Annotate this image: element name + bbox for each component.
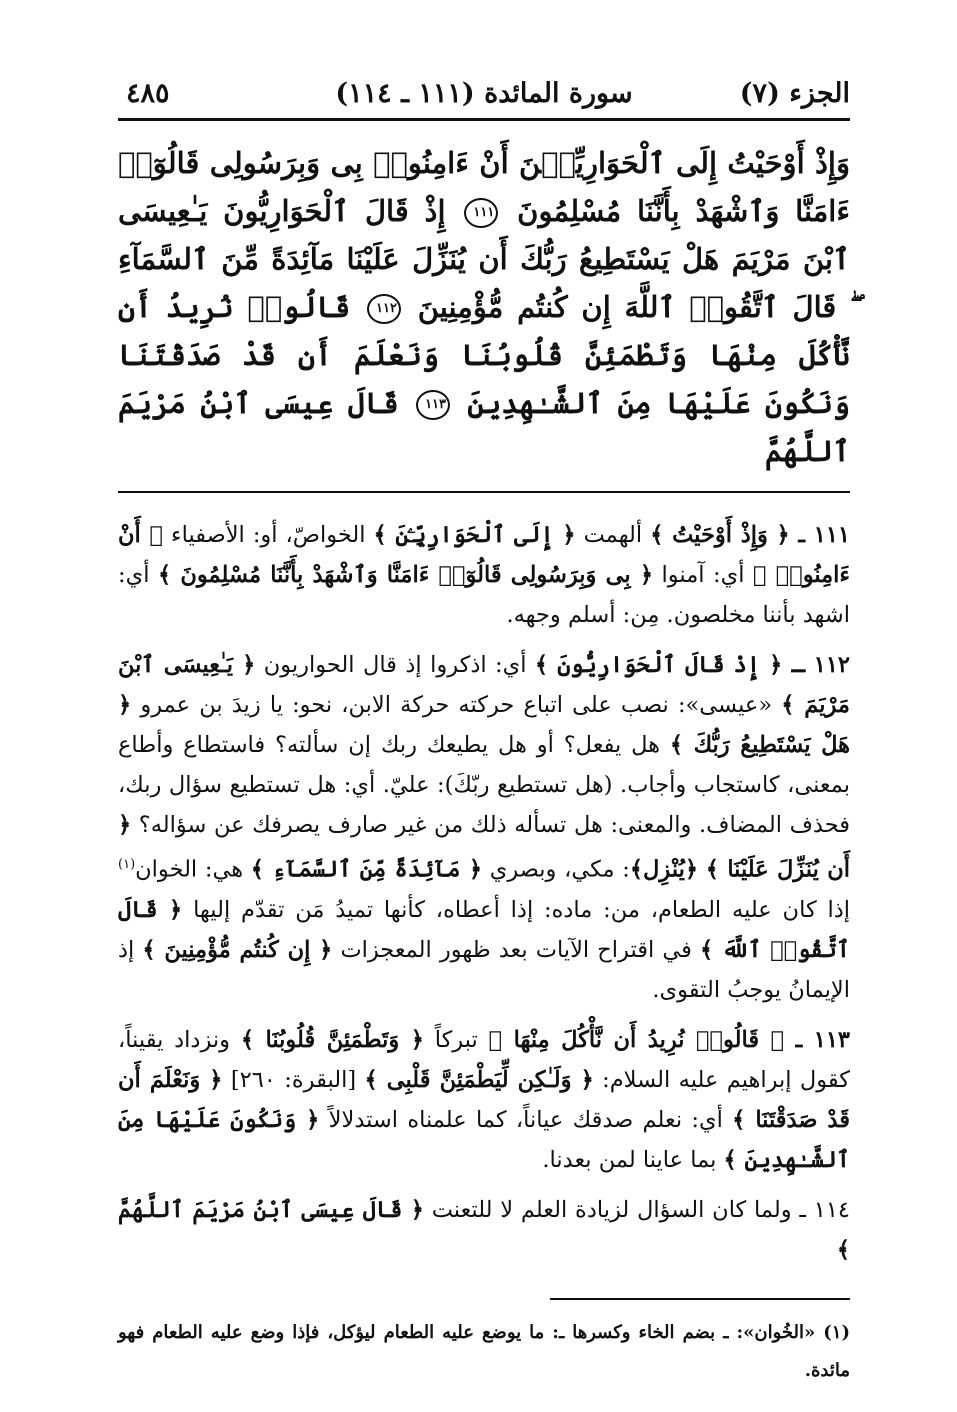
gloss: الخواصّ، أو: الأصفياء bbox=[162, 522, 374, 548]
quote: ﴿ يَـٰعِيسَى ٱبْنَ مَرْيَمَ ﴾ bbox=[118, 652, 850, 718]
quote: ١١٢ ـ ﴿ إِذْ قَالَ ٱلْحَوَارِيُّونَ ﴾ bbox=[534, 652, 851, 678]
quote: ١١٣ ـ ﴿ قَالُوا۟ نُرِيدُ أَن نَّأْكُلَ مِنْهَا ﴾ bbox=[488, 1026, 850, 1053]
verse-text: إِذْ قَالَ ٱلْحَوَارِيُّونَ يَـٰعِيسَى ٱبْنَ مَرْيَمَ هَلْ يَسْتَطِيعُ رَبُّكَ أَن يُنَزِّلَ عَلَيْنَا مَآئِدَةً مِّنَ ٱلسَّمَآءِ ۖ قَالَ ٱتَّقُوا۟ ٱللَّهَ إِن كُنتُم مُّؤْمِنِينَ bbox=[118, 194, 851, 324]
quote: ١١١ ـ ﴿ وَإِذْ أَوْحَيْتُ ﴾ bbox=[650, 522, 850, 548]
gloss: ألهمت bbox=[575, 522, 651, 548]
gloss: [البقرة: ٢٦٠] bbox=[222, 1066, 365, 1093]
verse-text: وَإِذْ أَوْحَيْتُ إِلَى ٱلْحَوَارِيِّـۧنَ أَنْ ءَامِنُوا۟ بِى وَبِرَسُولِى قَالُوٓا۟ ءَامَنَّا وَٱشْهَدْ بِأَنَّنَا مُسْلِمُونَ bbox=[118, 146, 850, 228]
quote: ﴿ هَلْ يَسْتَطِيعُ رَبُّكَ ﴾ bbox=[118, 692, 850, 758]
tafsir-commentary bbox=[118, 515, 850, 1270]
commentary-paragraph-112 bbox=[118, 645, 850, 1010]
gloss: هي: الخوان bbox=[135, 856, 251, 883]
footnote-text: (١) «الخُوان»: ـ بضم الخاء وكسرها ـ: ما يوضع عليه الطعام ليؤكل، فإذا وضع عليه الطعام فهو مائدة. bbox=[118, 1321, 850, 1381]
quote: ﴿ وَتَطْمَئِنَّ قُلُوبُنَا ﴾ bbox=[240, 1026, 424, 1053]
footnote bbox=[118, 1314, 850, 1390]
verse-text: قَالُوا۟ نُرِيدُ أَن نَّأْكُلَ مِنْهَا وَتَطْمَئِنَّ قُلُوبُنَا وَنَعْلَمَ أَن قَدْ صَدَقْتَنَا وَنَكُونَ عَلَيْهَا مِنَ ٱلشَّـٰهِدِينَ bbox=[118, 290, 850, 420]
verse-number-marker: ١١١ bbox=[464, 198, 498, 228]
quote: ﴿ مَآئِدَةً مِّنَ ٱلسَّمَآءِ ﴾ bbox=[250, 856, 483, 883]
quote: ﴿ وَلَـٰكِن لِّيَطْمَئِنَّ قَلْبِى ﴾ bbox=[364, 1066, 594, 1093]
quote: ﴿ أَن يُنَزِّلَ عَلَيْنَا ﴾ bbox=[118, 812, 850, 883]
footnote-reference: (١) bbox=[118, 857, 136, 872]
quote: ﴿ قَالَ ٱتَّقُوا۟ ٱللَّهَ ﴾ bbox=[118, 896, 850, 963]
quote: ﴿ وَنَعْلَمَ أَن قَدْ صَدَقْتَنَا ﴾ bbox=[118, 1066, 850, 1133]
page-header bbox=[118, 70, 850, 121]
gloss: في اقتراح الآيات بعد ظهور المعجزات bbox=[332, 936, 700, 963]
gloss: بما عاينا لمن بعدنا. bbox=[542, 1146, 724, 1173]
gloss: أي: اشهد بأننا مخلصون. مِن: أسلم وجهه. bbox=[118, 562, 850, 628]
commentary-paragraph-111 bbox=[118, 515, 850, 635]
gloss: أي: آمنوا bbox=[653, 562, 753, 588]
quote: ﴿ إِلَى ٱلْحَوَارِيِّـۧنَ ﴾ bbox=[373, 522, 576, 548]
quote: ﴿ أَنْ ءَامِنُوا۟ ﴾ bbox=[118, 522, 851, 588]
gloss: تبركاً bbox=[423, 1026, 489, 1053]
quote: ﴿ وَنَكُونَ عَلَيْهَا مِنَ ٱلشَّـٰهِدِينَ ﴾ bbox=[118, 1106, 850, 1173]
page-number: ٤٨٥ bbox=[126, 78, 170, 109]
commentary-paragraph-113 bbox=[118, 1020, 850, 1180]
mushaf-page bbox=[118, 70, 850, 1400]
gloss: ١١٤ ـ ولما كان السؤال لزيادة العلم لا للتعنت bbox=[423, 1196, 851, 1223]
gloss: : مكي، وبصري bbox=[482, 856, 630, 883]
part-label: الجزء (٧) bbox=[739, 78, 850, 109]
commentary-paragraph-114 bbox=[118, 1190, 850, 1270]
surah-title: سورة المائدة (١١١ ـ ١١٤) bbox=[335, 78, 633, 109]
gloss bbox=[698, 857, 706, 883]
verse-number-marker: ١١٢ bbox=[367, 294, 401, 324]
quote: ﴿ قَالَ عِيسَى ٱبْنُ مَرْيَمَ ٱللَّهُمَّ ﴾ bbox=[118, 1196, 850, 1263]
gloss: إذ الإيمانُ يوجبُ التقوى. bbox=[118, 936, 850, 1003]
gloss: هل يفعل؟ أو هل يطيعك ربك إن سألته؟ فاستطاع وأطاع بمعنى، كاستجاب وأجاب. (هل تستطيع ربّكَ): عليّ. أي: هل تستطيع سؤال ربك، فحذف المضاف. والمعنى: هل تسأله ذلك من غير صارف يصرفك عن سؤاله؟ bbox=[118, 732, 850, 838]
section-divider bbox=[118, 491, 850, 493]
quote: ﴿ بِى وَبِرَسُولِى قَالُوٓا۟ ءَامَنَّا وَٱشْهَدْ بِأَنَّنَا مُسْلِمُونَ ﴾ bbox=[157, 562, 654, 588]
gloss: «عيسى»: نصب على اتباع حركته حركة الابن، نحو: يا زيدَ بن عمرو bbox=[131, 692, 782, 718]
quran-verses bbox=[118, 139, 850, 475]
gloss: ونزداد يقيناً، كقول إبراهيم عليه السلام: bbox=[118, 1026, 850, 1093]
verse-text: قَالَ عِيسَى ٱبْنُ مَرْيَمَ ٱللَّهُمَّ bbox=[118, 386, 850, 468]
gloss: أي: اذكروا إذ قال الحواريون bbox=[255, 652, 535, 678]
gloss: إذا كان عليه الطعام، من: ماده: إذا أعطاه، كأنها تميدُ مَن تقدّم إليها bbox=[182, 896, 850, 923]
quote: ﴿ إِن كُنتُم مُّؤْمِنِينَ ﴾ bbox=[142, 936, 333, 963]
footnote-divider bbox=[550, 1298, 850, 1300]
quote: ﴿يُنْزِل﴾ bbox=[629, 856, 699, 883]
verse-number-marker: ١١٣ bbox=[416, 390, 450, 420]
gloss: أي: نعلم صدقك عياناً، كما علمناه استدلالاً bbox=[319, 1106, 733, 1133]
